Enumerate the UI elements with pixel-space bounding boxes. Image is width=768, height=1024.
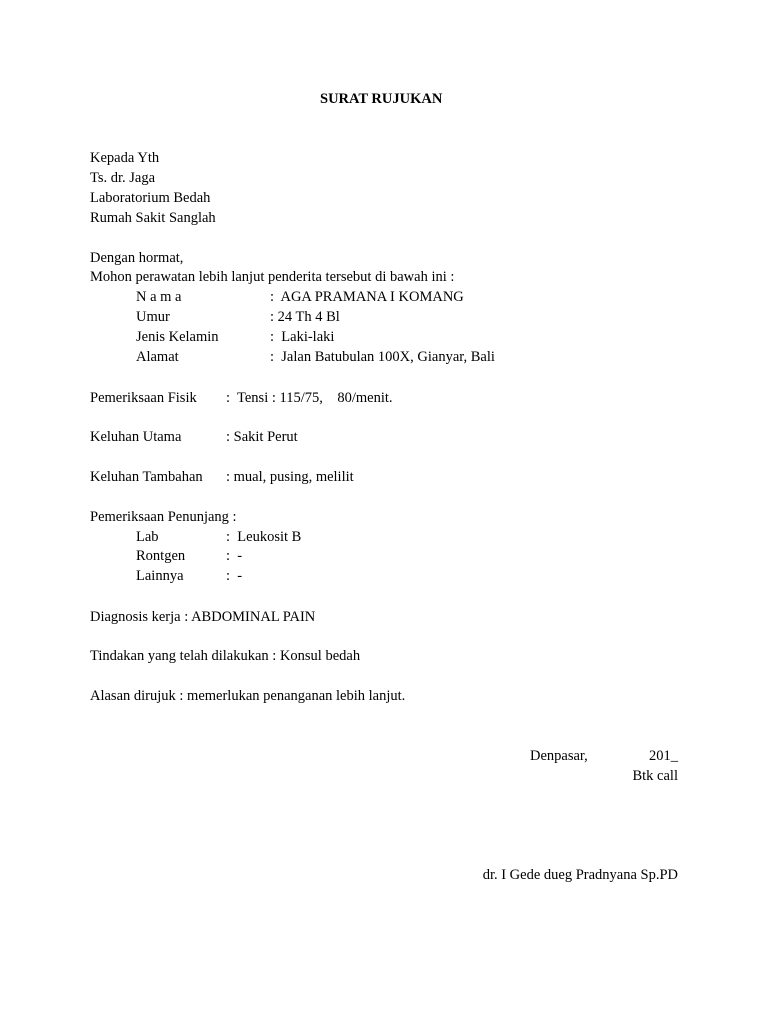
- recipient-line-2: Ts. dr. Jaga: [90, 170, 156, 186]
- actions-taken: Tindakan yang telah dilakukan : Konsul bedah: [90, 648, 361, 664]
- patient-age-value: : 24 Th 4 Bl: [270, 309, 340, 325]
- physical-exam-label: Pemeriksaan Fisik: [90, 390, 197, 406]
- closing-place: Denpasar,: [530, 748, 588, 764]
- greeting: Dengan hormat,: [90, 250, 184, 266]
- closing-btk: Btk call: [632, 768, 678, 784]
- other-value: : -: [226, 568, 243, 584]
- patient-address-label: Alamat: [136, 349, 179, 365]
- additional-complaint-label: Keluhan Tambahan: [90, 469, 203, 485]
- patient-name-label: N a m a: [136, 289, 182, 305]
- lab-value: : Leukosit B: [226, 529, 302, 545]
- patient-sex-value: : Laki-laki: [270, 329, 335, 345]
- patient-name-value: : AGA PRAMANA I KOMANG: [270, 289, 464, 305]
- xray-value: : -: [226, 548, 243, 564]
- working-diagnosis: Diagnosis kerja : ABDOMINAL PAIN: [90, 609, 316, 625]
- main-complaint-value: : Sakit Perut: [226, 429, 298, 445]
- referral-reason: Alasan dirujuk : memerlukan penanganan lebih lanjut.: [90, 688, 406, 704]
- request-text: Mohon perawatan lebih lanjut penderita tersebut di bawah ini :: [90, 269, 455, 285]
- recipient-line-4: Rumah Sakit Sanglah: [90, 210, 216, 226]
- patient-address-value: : Jalan Batubulan 100X, Gianyar, Bali: [270, 349, 495, 365]
- doctor-name: dr. I Gede dueg Pradnyana Sp.PD: [482, 867, 678, 883]
- recipient-line-3: Laboratorium Bedah: [90, 190, 211, 206]
- physical-exam-value: : Tensi : 115/75, 80/menit.: [226, 390, 393, 406]
- lab-label: Lab: [136, 529, 159, 545]
- patient-sex-label: Jenis Kelamin: [136, 329, 219, 345]
- xray-label: Rontgen: [136, 548, 186, 564]
- closing-year: 201_: [649, 748, 678, 764]
- recipient-line-1: Kepada Yth: [90, 150, 160, 166]
- other-label: Lainnya: [136, 568, 184, 584]
- letter-title: SURAT RUJUKAN: [320, 91, 443, 107]
- additional-complaint-value: : mual, pusing, melilit: [226, 469, 354, 485]
- patient-age-label: Umur: [136, 309, 170, 325]
- main-complaint-label: Keluhan Utama: [90, 429, 182, 445]
- supporting-exam-heading: Pemeriksaan Penunjang :: [90, 509, 237, 525]
